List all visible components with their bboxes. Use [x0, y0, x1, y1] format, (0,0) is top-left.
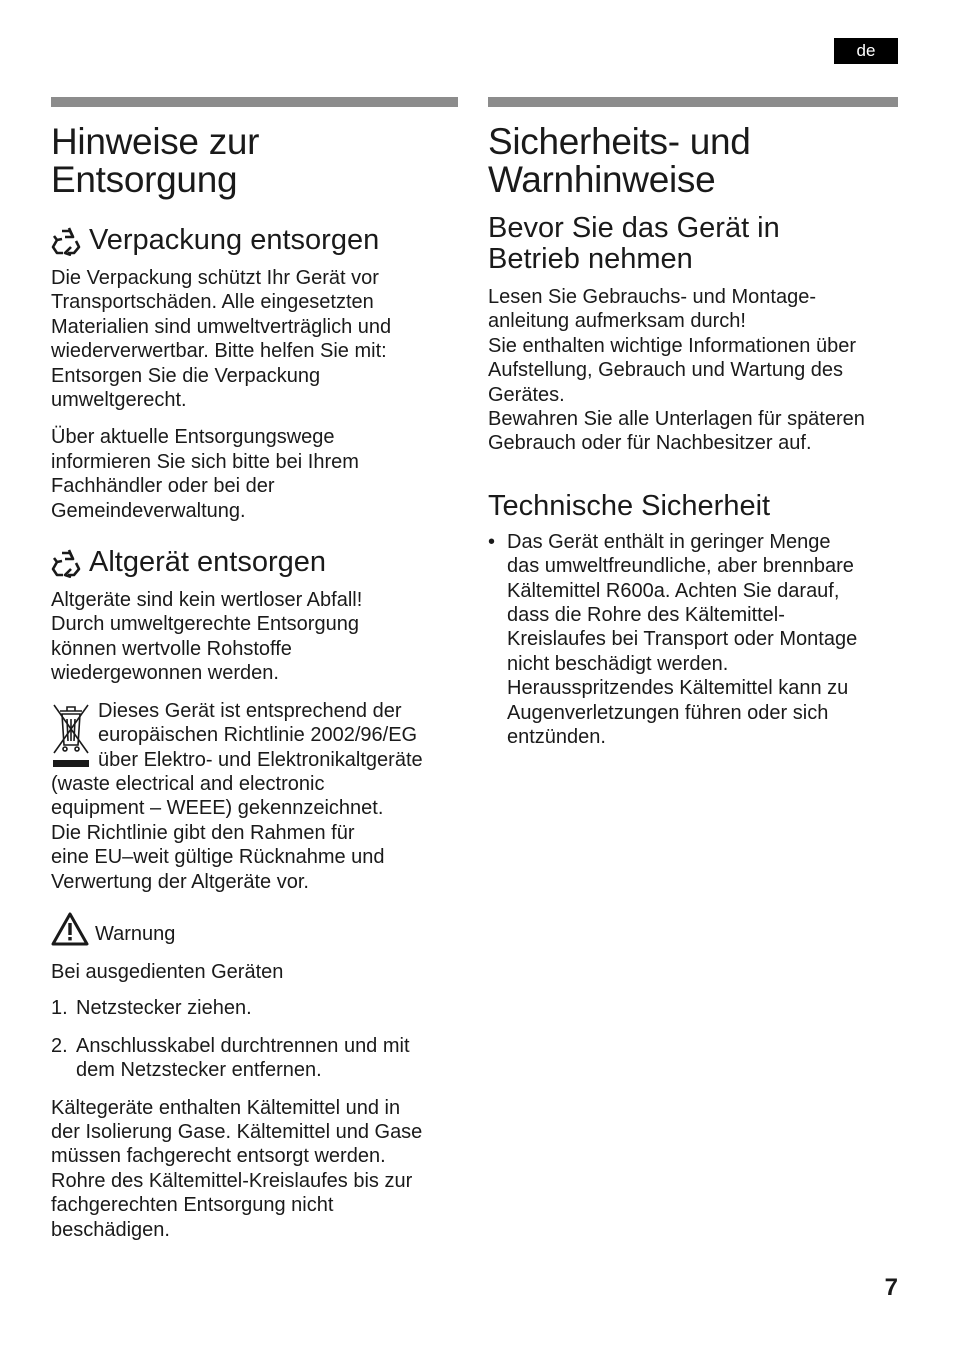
- technical-safety-list: [488, 530, 898, 750]
- right-column: [488, 97, 898, 750]
- left-column: [51, 97, 458, 1242]
- section-rule: [488, 97, 898, 107]
- disposal-info-paragraph: Über aktuelle Entsorgungswege informieren Sie sich bitte bei Ihrem Fachhändler oder bei der Gemeindeverwaltung.: [51, 426, 359, 522]
- section-rule: [51, 97, 458, 107]
- weee-text: Dieses Gerät ist entsprechend der europäischen Richtlinie 2002/96/EG über Elektro- und Elektronikaltgeräte (waste electrical and electronic equipment – WEEE) gekennzeichnet. Die Richtlinie gibt den Rahmen für eine EU–weit gültige Rücknahme und Verwertung der Altgeräte vor.: [51, 699, 423, 893]
- refrigerant-paragraph: Kältegeräte enthalten Kältemittel und in der Isolierung Gase. Kältemittel und Gase müssen fachgerecht entsorgt werden. Rohre des Kältemittel-Kreislaufes bis zur fachgerechten Entsorgung nicht beschädigen.: [51, 1096, 423, 1241]
- recycle-icon: [51, 548, 81, 578]
- technical-safety-heading: Technische Sicherheit: [488, 489, 771, 522]
- disposal-steps: [51, 996, 458, 1082]
- list-item: 1. Netzstecker ziehen.: [51, 997, 252, 1020]
- warning-triangle-icon: [51, 912, 89, 946]
- warning-heading: Warnung: [51, 912, 458, 946]
- list-item: 2. Anschlusskabel durchtrennen und mit dem Netzstecker entfernen.: [51, 1034, 410, 1082]
- list-item: • Das Gerät enthält in geringer Menge das umweltfreundliche, aber brennbare Kältemittel R600a. Achten Sie darauf, dass die Rohre des Kältemittel- Kreislaufes bei Transport oder Montage nicht beschädigt werden. Herausspritzendes Kältemittel kann zu Augenverletzungen führen oder sich entzünden.: [488, 530, 858, 749]
- safety-title: Sicherheits- und Warnhinweise: [488, 121, 751, 200]
- recycle-icon: [51, 226, 81, 256]
- old-device-heading: Altgerät entsorgen: [51, 547, 458, 578]
- weee-notice: [51, 699, 458, 894]
- warning-intro: Bei ausgedienten Geräten: [51, 960, 284, 983]
- packaging-heading: Verpackung entsorgen: [51, 225, 458, 256]
- page-number: 7: [884, 1274, 898, 1301]
- language-tag: de: [834, 38, 898, 64]
- packaging-paragraph: Die Verpackung schützt Ihr Gerät vor Transportschäden. Alle eingesetzten Materialien sind umweltverträglich und wiederverwertbar. Bitte helfen Sie mit: Entsorgen Sie die Verpackung umweltgerecht.: [51, 267, 392, 412]
- before-use-paragraph: Lesen Sie Gebrauchs- und Montage- anleitung aufmerksam durch! Sie enthalten wichtige Informationen über Aufstellung, Gebrauch und Wartung des Gerätes. Bewahren Sie alle Unterlagen für späteren Gebrauch oder für Nachbesitzer auf.: [488, 286, 865, 455]
- disposal-title: Hinweise zur Entsorgung: [51, 121, 260, 200]
- crossed-out-bin-icon: [51, 701, 91, 771]
- old-device-paragraph: Altgeräte sind kein wertloser Abfall! Durch umweltgerechte Entsorgung können wertvolle Rohstoffe wiedergewonnen werden.: [51, 589, 363, 685]
- before-use-heading: Bevor Sie das Gerät in Betrieb nehmen: [488, 212, 780, 275]
